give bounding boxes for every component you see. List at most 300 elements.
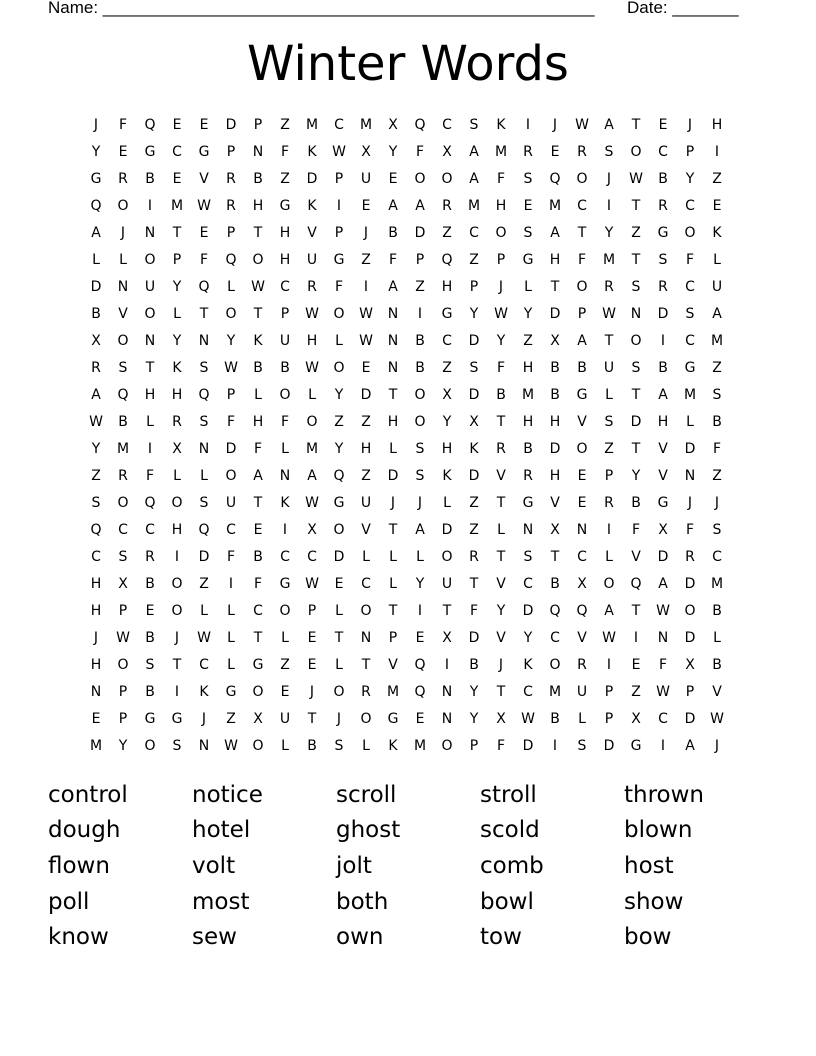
grid-letter: Z xyxy=(91,468,101,484)
grid-letter: L xyxy=(389,549,397,565)
grid-letter: S xyxy=(199,414,209,430)
grid-letter: G xyxy=(144,711,156,727)
grid-letter: E xyxy=(172,117,182,133)
grid-letter: B xyxy=(415,333,425,349)
grid-letter: M xyxy=(359,117,373,133)
grid-letter: R xyxy=(226,198,236,214)
grid-letter: H xyxy=(90,576,102,592)
grid-row xyxy=(84,166,744,193)
grid-letter: A xyxy=(550,225,560,241)
grid-letter: I xyxy=(174,549,180,565)
grid-letter: D xyxy=(441,522,453,538)
grid-letter: C xyxy=(685,198,695,214)
grid-letter: I xyxy=(417,603,423,619)
grid-letter: M xyxy=(521,387,535,403)
grid-letter: G xyxy=(225,684,237,700)
grid-letter: B xyxy=(550,387,560,403)
word-bank-word: dough xyxy=(48,817,121,843)
grid-letter: S xyxy=(172,738,182,754)
grid-letter: A xyxy=(469,171,479,187)
grid-row xyxy=(84,463,744,490)
grid-row xyxy=(84,247,744,274)
grid-letter: T xyxy=(253,495,263,511)
grid-letter: S xyxy=(469,360,479,376)
grid-letter: F xyxy=(388,252,398,268)
grid-letter: K xyxy=(307,198,317,214)
grid-letter: I xyxy=(444,657,450,673)
grid-letter: N xyxy=(198,441,210,457)
grid-row xyxy=(84,733,744,760)
grid-letter: O xyxy=(225,306,237,322)
name-field: Name: ____________________________________________________ xyxy=(48,0,595,17)
grid-row xyxy=(84,490,744,517)
grid-letter: J xyxy=(93,630,99,646)
grid-letter: B xyxy=(712,603,722,619)
grid-letter: J xyxy=(606,171,612,187)
grid-letter: P xyxy=(415,252,425,268)
grid-letter: M xyxy=(548,198,562,214)
grid-letter: M xyxy=(467,198,481,214)
grid-letter: M xyxy=(305,441,319,457)
grid-letter: P xyxy=(577,306,587,322)
grid-letter: O xyxy=(549,657,561,673)
grid-letter: A xyxy=(91,387,101,403)
grid-letter: L xyxy=(146,414,154,430)
grid-letter: B xyxy=(658,360,668,376)
grid-letter: L xyxy=(227,603,235,619)
grid-letter: M xyxy=(170,198,184,214)
grid-letter: G xyxy=(657,225,669,241)
grid-letter: L xyxy=(308,387,316,403)
word-bank-word: volt xyxy=(192,853,236,879)
grid-letter: A xyxy=(91,225,101,241)
grid-letter: Z xyxy=(604,441,614,457)
grid-letter: Z xyxy=(361,468,371,484)
grid-letter: L xyxy=(578,711,586,727)
grid-letter: L xyxy=(200,603,208,619)
grid-letter: E xyxy=(145,603,155,619)
grid-letter: W xyxy=(521,711,535,727)
grid-letter: C xyxy=(442,117,452,133)
grid-row xyxy=(84,220,744,247)
grid-letter: Y xyxy=(172,333,182,349)
grid-letter: Q xyxy=(549,603,561,619)
grid-letter: W xyxy=(629,171,643,187)
grid-letter: F xyxy=(712,441,722,457)
grid-letter: E xyxy=(199,225,209,241)
grid-letter: K xyxy=(388,738,398,754)
grid-letter: Z xyxy=(712,171,722,187)
grid-row xyxy=(84,193,744,220)
grid-letter: G xyxy=(522,252,534,268)
grid-letter: M xyxy=(710,333,724,349)
grid-letter: H xyxy=(549,468,561,484)
grid-letter: W xyxy=(332,144,346,160)
grid-letter: F xyxy=(280,144,290,160)
grid-letter: K xyxy=(280,495,290,511)
grid-letter: J xyxy=(336,711,342,727)
grid-letter: W xyxy=(575,117,589,133)
grid-letter: V xyxy=(577,414,587,430)
grid-letter: O xyxy=(333,360,345,376)
grid-letter: M xyxy=(116,441,130,457)
grid-letter: I xyxy=(606,198,612,214)
grid-letter: S xyxy=(415,468,425,484)
grid-letter: E xyxy=(253,522,263,538)
grid-letter: U xyxy=(144,279,156,295)
grid-letter: H xyxy=(171,387,183,403)
grid-letter: B xyxy=(550,576,560,592)
grid-letter: S xyxy=(199,360,209,376)
grid-letter: I xyxy=(606,522,612,538)
grid-letter: Y xyxy=(334,441,344,457)
grid-letter: L xyxy=(713,630,721,646)
grid-letter: T xyxy=(631,198,641,214)
grid-letter: H xyxy=(90,657,102,673)
grid-letter: V xyxy=(361,522,371,538)
word-bank-word: show xyxy=(624,889,684,915)
grid-letter: L xyxy=(389,441,397,457)
grid-letter: D xyxy=(684,630,696,646)
grid-letter: H xyxy=(279,252,291,268)
grid-letter: O xyxy=(414,414,426,430)
grid-letter: C xyxy=(685,279,695,295)
grid-letter: J xyxy=(714,738,720,754)
grid-letter: R xyxy=(658,198,668,214)
grid-letter: P xyxy=(226,225,236,241)
grid-letter: J xyxy=(417,495,423,511)
grid-letter: T xyxy=(388,522,398,538)
grid-letter: P xyxy=(172,252,182,268)
grid-letter: Q xyxy=(630,576,642,592)
grid-letter: C xyxy=(334,117,344,133)
grid-letter: T xyxy=(550,549,560,565)
grid-letter: B xyxy=(280,360,290,376)
grid-letter: S xyxy=(523,225,533,241)
grid-letter: O xyxy=(333,306,345,322)
word-bank-word: tow xyxy=(480,924,522,950)
grid-row xyxy=(84,436,744,463)
word-bank-word: flown xyxy=(48,853,110,879)
grid-letter: D xyxy=(684,576,696,592)
grid-letter: I xyxy=(660,738,666,754)
grid-letter: F xyxy=(496,171,506,187)
grid-letter: E xyxy=(118,144,128,160)
grid-letter: D xyxy=(468,333,480,349)
grid-letter: X xyxy=(442,144,452,160)
grid-letter: L xyxy=(362,549,370,565)
grid-letter: P xyxy=(118,711,128,727)
grid-letter: E xyxy=(631,657,641,673)
grid-letter: K xyxy=(712,225,722,241)
grid-letter: C xyxy=(307,549,317,565)
grid-letter: Q xyxy=(441,252,453,268)
grid-letter: H xyxy=(441,441,453,457)
grid-letter: H xyxy=(711,117,723,133)
grid-letter: R xyxy=(442,198,452,214)
grid-letter: E xyxy=(577,468,587,484)
grid-letter: E xyxy=(577,495,587,511)
grid-letter: P xyxy=(334,171,344,187)
grid-letter: S xyxy=(685,306,695,322)
grid-letter: K xyxy=(253,333,263,349)
grid-letter: L xyxy=(173,306,181,322)
grid-letter: O xyxy=(360,603,372,619)
grid-letter: K xyxy=(469,441,479,457)
grid-letter: C xyxy=(577,549,587,565)
grid-letter: L xyxy=(686,414,694,430)
grid-letter: Y xyxy=(469,684,479,700)
grid-letter: O xyxy=(225,468,237,484)
grid-letter: N xyxy=(387,360,399,376)
grid-letter: B xyxy=(91,306,101,322)
grid-letter: F xyxy=(496,738,506,754)
grid-letter: Y xyxy=(685,171,695,187)
grid-letter: O xyxy=(495,225,507,241)
grid-letter: N xyxy=(90,684,102,700)
grid-letter: P xyxy=(307,603,317,619)
grid-letter: A xyxy=(253,468,263,484)
grid-row xyxy=(84,274,744,301)
grid-letter: W xyxy=(251,279,265,295)
grid-letter: T xyxy=(631,603,641,619)
grid-letter: B xyxy=(658,171,668,187)
grid-letter: T xyxy=(199,306,209,322)
grid-letter: O xyxy=(171,495,183,511)
grid-letter: G xyxy=(144,144,156,160)
grid-letter: S xyxy=(523,549,533,565)
grid-letter: J xyxy=(498,279,504,295)
grid-letter: Q xyxy=(414,657,426,673)
grid-letter: M xyxy=(89,738,103,754)
grid-letter: E xyxy=(415,711,425,727)
grid-letter: B xyxy=(631,495,641,511)
grid-letter: G xyxy=(576,387,588,403)
grid-letter: P xyxy=(604,468,614,484)
grid-letter: S xyxy=(658,252,668,268)
grid-letter: F xyxy=(496,360,506,376)
word-bank-word: stroll xyxy=(480,782,537,808)
grid-letter: D xyxy=(657,306,669,322)
grid-letter: R xyxy=(658,279,668,295)
grid-letter: O xyxy=(252,684,264,700)
grid-letter: B xyxy=(469,657,479,673)
grid-letter: V xyxy=(712,684,722,700)
grid-letter: P xyxy=(685,684,695,700)
grid-letter: F xyxy=(226,549,236,565)
grid-letter: H xyxy=(549,414,561,430)
grid-letter: O xyxy=(684,225,696,241)
grid-letter: P xyxy=(226,387,236,403)
grid-letter: R xyxy=(91,360,101,376)
grid-letter: S xyxy=(604,414,614,430)
grid-letter: H xyxy=(252,198,264,214)
grid-letter: R xyxy=(361,684,371,700)
grid-letter: W xyxy=(602,306,616,322)
grid-letter: N xyxy=(144,225,156,241)
grid-letter: C xyxy=(91,549,101,565)
grid-letter: E xyxy=(658,117,668,133)
grid-letter: E xyxy=(172,171,182,187)
grid-letter: N xyxy=(441,684,453,700)
grid-letter: C xyxy=(280,279,290,295)
grid-letter: N xyxy=(198,738,210,754)
grid-letter: D xyxy=(549,441,561,457)
word-bank-word: control xyxy=(48,782,128,808)
grid-letter: E xyxy=(415,630,425,646)
grid-letter: G xyxy=(198,144,210,160)
grid-letter: G xyxy=(522,495,534,511)
grid-letter: X xyxy=(550,522,560,538)
grid-letter: E xyxy=(199,117,209,133)
grid-letter: H xyxy=(657,414,669,430)
grid-letter: E xyxy=(361,198,371,214)
grid-letter: W xyxy=(197,630,211,646)
grid-letter: W xyxy=(656,603,670,619)
date-field: Date: _______ xyxy=(627,0,739,17)
grid-letter: D xyxy=(522,738,534,754)
grid-letter: L xyxy=(524,279,532,295)
word-bank-word: jolt xyxy=(336,853,372,879)
grid-letter: G xyxy=(333,252,345,268)
grid-letter: O xyxy=(171,576,183,592)
grid-row xyxy=(84,382,744,409)
grid-letter: R xyxy=(523,144,533,160)
grid-letter: W xyxy=(89,414,103,430)
grid-letter: O xyxy=(684,603,696,619)
grid-letter: C xyxy=(118,522,128,538)
grid-letter: Z xyxy=(469,522,479,538)
grid-letter: B xyxy=(145,630,155,646)
grid-letter: S xyxy=(91,495,101,511)
grid-letter: P xyxy=(334,225,344,241)
grid-letter: I xyxy=(228,576,234,592)
grid-letter: B xyxy=(712,414,722,430)
grid-letter: Y xyxy=(172,279,182,295)
grid-letter: X xyxy=(631,711,641,727)
word-bank-word: notice xyxy=(192,782,263,808)
grid-letter: D xyxy=(387,468,399,484)
grid-letter: D xyxy=(684,441,696,457)
grid-letter: B xyxy=(415,360,425,376)
grid-letter: C xyxy=(226,522,236,538)
grid-letter: J xyxy=(552,117,558,133)
grid-letter: O xyxy=(630,144,642,160)
grid-letter: L xyxy=(227,657,235,673)
grid-letter: M xyxy=(494,144,508,160)
grid-letter: P xyxy=(496,252,506,268)
grid-letter: Y xyxy=(469,711,479,727)
grid-letter: I xyxy=(633,630,639,646)
grid-letter: C xyxy=(523,684,533,700)
grid-letter: X xyxy=(469,414,479,430)
grid-letter: J xyxy=(687,117,693,133)
grid-letter: R xyxy=(523,468,533,484)
grid-letter: I xyxy=(147,198,153,214)
grid-letter: T xyxy=(496,549,506,565)
grid-letter: C xyxy=(658,711,668,727)
grid-letter: C xyxy=(280,549,290,565)
grid-letter: O xyxy=(414,387,426,403)
grid-letter: O xyxy=(333,522,345,538)
grid-letter: Z xyxy=(469,495,479,511)
grid-letter: U xyxy=(306,252,318,268)
grid-row xyxy=(84,355,744,382)
grid-letter: L xyxy=(254,387,262,403)
grid-letter: O xyxy=(171,603,183,619)
grid-letter: D xyxy=(333,549,345,565)
grid-letter: V xyxy=(118,306,128,322)
grid-letter: J xyxy=(309,684,315,700)
grid-letter: L xyxy=(227,630,235,646)
grid-letter: A xyxy=(388,198,398,214)
grid-letter: R xyxy=(172,414,182,430)
grid-row xyxy=(84,301,744,328)
grid-letter: U xyxy=(360,495,372,511)
grid-letter: F xyxy=(334,279,344,295)
grid-letter: D xyxy=(90,279,102,295)
grid-letter: L xyxy=(200,468,208,484)
grid-letter: V xyxy=(631,549,641,565)
grid-letter: V xyxy=(577,630,587,646)
grid-letter: P xyxy=(604,711,614,727)
grid-letter: O xyxy=(576,279,588,295)
grid-letter: Z xyxy=(442,360,452,376)
grid-letter: S xyxy=(118,360,128,376)
page-title: Winter Words xyxy=(247,36,569,92)
grid-letter: Z xyxy=(361,252,371,268)
grid-letter: A xyxy=(712,306,722,322)
grid-letter: X xyxy=(172,441,182,457)
word-bank-word: scold xyxy=(480,817,540,843)
grid-letter: W xyxy=(602,630,616,646)
grid-row xyxy=(84,598,744,625)
grid-letter: L xyxy=(605,387,613,403)
grid-row xyxy=(84,139,744,166)
grid-letter: N xyxy=(657,630,669,646)
grid-letter: B xyxy=(307,738,317,754)
grid-letter: T xyxy=(604,333,614,349)
grid-letter: A xyxy=(577,333,587,349)
grid-letter: A xyxy=(658,576,668,592)
grid-letter: M xyxy=(710,576,724,592)
grid-letter: X xyxy=(91,333,101,349)
grid-letter: T xyxy=(388,387,398,403)
word-bank-word: poll xyxy=(48,889,90,915)
grid-letter: Z xyxy=(280,657,290,673)
grid-letter: D xyxy=(522,603,534,619)
grid-letter: H xyxy=(90,603,102,619)
grid-row xyxy=(84,706,744,733)
grid-letter: O xyxy=(279,387,291,403)
grid-letter: Y xyxy=(334,387,344,403)
grid-row xyxy=(84,409,744,436)
grid-letter: M xyxy=(305,117,319,133)
grid-letter: N xyxy=(360,630,372,646)
grid-letter: J xyxy=(93,117,99,133)
grid-letter: H xyxy=(279,225,291,241)
grid-letter: A xyxy=(658,387,668,403)
grid-letter: G xyxy=(630,738,642,754)
grid-letter: O xyxy=(279,603,291,619)
grid-letter: H xyxy=(522,414,534,430)
grid-letter: H xyxy=(495,198,507,214)
grid-letter: S xyxy=(469,117,479,133)
grid-letter: D xyxy=(225,441,237,457)
grid-letter: Y xyxy=(631,468,641,484)
grid-letter: T xyxy=(469,576,479,592)
grid-letter: F xyxy=(280,414,290,430)
